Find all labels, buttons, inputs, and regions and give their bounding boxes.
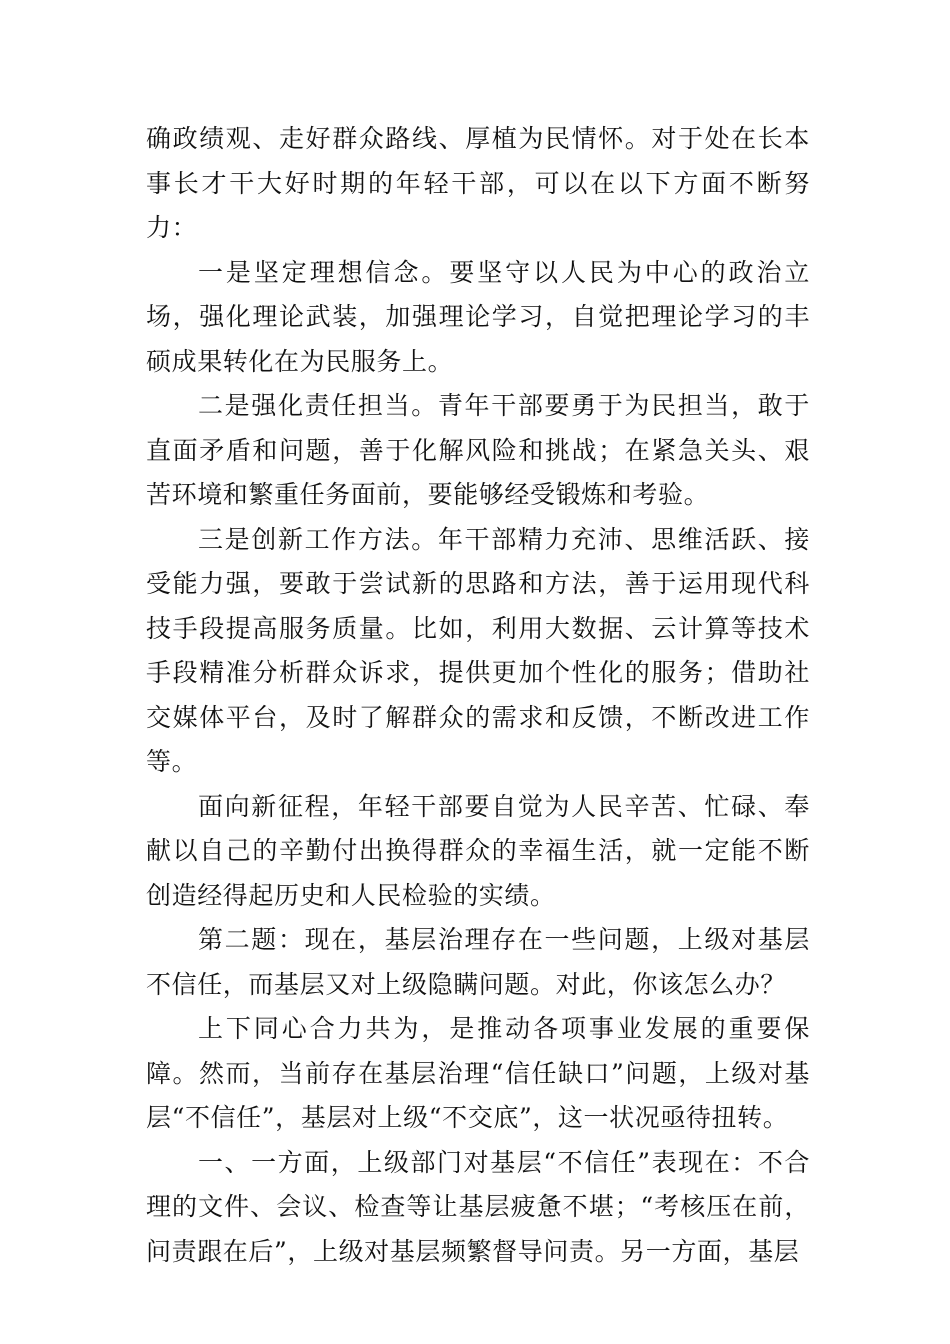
document-body: [146, 117, 810, 1274]
paragraph-answer-intro: 上下同心合力共为，是推动各项事业发展的重要保障。然而，当前存在基层治理“信任缺口”问题，上级对基层“不信任”，基层对上级“不交底”，这一状况亟待扭转。: [146, 1014, 810, 1132]
paragraph-answer-part-one: 一、一方面，上级部门对基层“不信任”表现在：不合理的文件、会议、检查等让基层疲惫不堪；“考核压在前，问责跟在后”，上级对基层频繁督导问责。另一方面，基层: [146, 1147, 810, 1266]
paragraph-point-three: 三是创新工作方法。年干部精力充沛、思维活跃、接受能力强，要敢于尝试新的思路和方法，善于运用现代科技手段提高服务质量。比如，利用大数据、云计算等技术手段精准分析群众诉求，提供更加个性化的服务；借助社交媒体平台，及时了解群众的需求和反馈，不断改进工作等。: [146, 524, 810, 776]
paragraph-point-one: 一是坚定理想信念。要坚守以人民为中心的政治立场，强化理论武装，加强理论学习，自觉把理论学习的丰硕成果转化在为民服务上。: [146, 257, 810, 376]
paragraph-conclusion: 面向新征程，年轻干部要自觉为人民辛苦、忙碌、奉献以自己的辛勤付出换得群众的幸福生活，就一定能不断创造经得起历史和人民检验的实绩。: [146, 791, 810, 910]
paragraph-point-two: 二是强化责任担当。青年干部要勇于为民担当，敢于直面矛盾和问题，善于化解风险和挑战；在紧急关头、艰苦环境和繁重任务面前，要能够经受锻炼和考验。: [146, 391, 810, 509]
paragraph-continuation: 确政绩观、走好群众路线、厚植为民情怀。对于处在长本事长才干大好时期的年轻干部，可以在以下方面不断努力：: [146, 124, 810, 242]
paragraph-question-two: 第二题：现在，基层治理存在一些问题，上级对基层不信任，而基层又对上级隐瞒问题。对此，你该怎么办？: [146, 925, 810, 999]
